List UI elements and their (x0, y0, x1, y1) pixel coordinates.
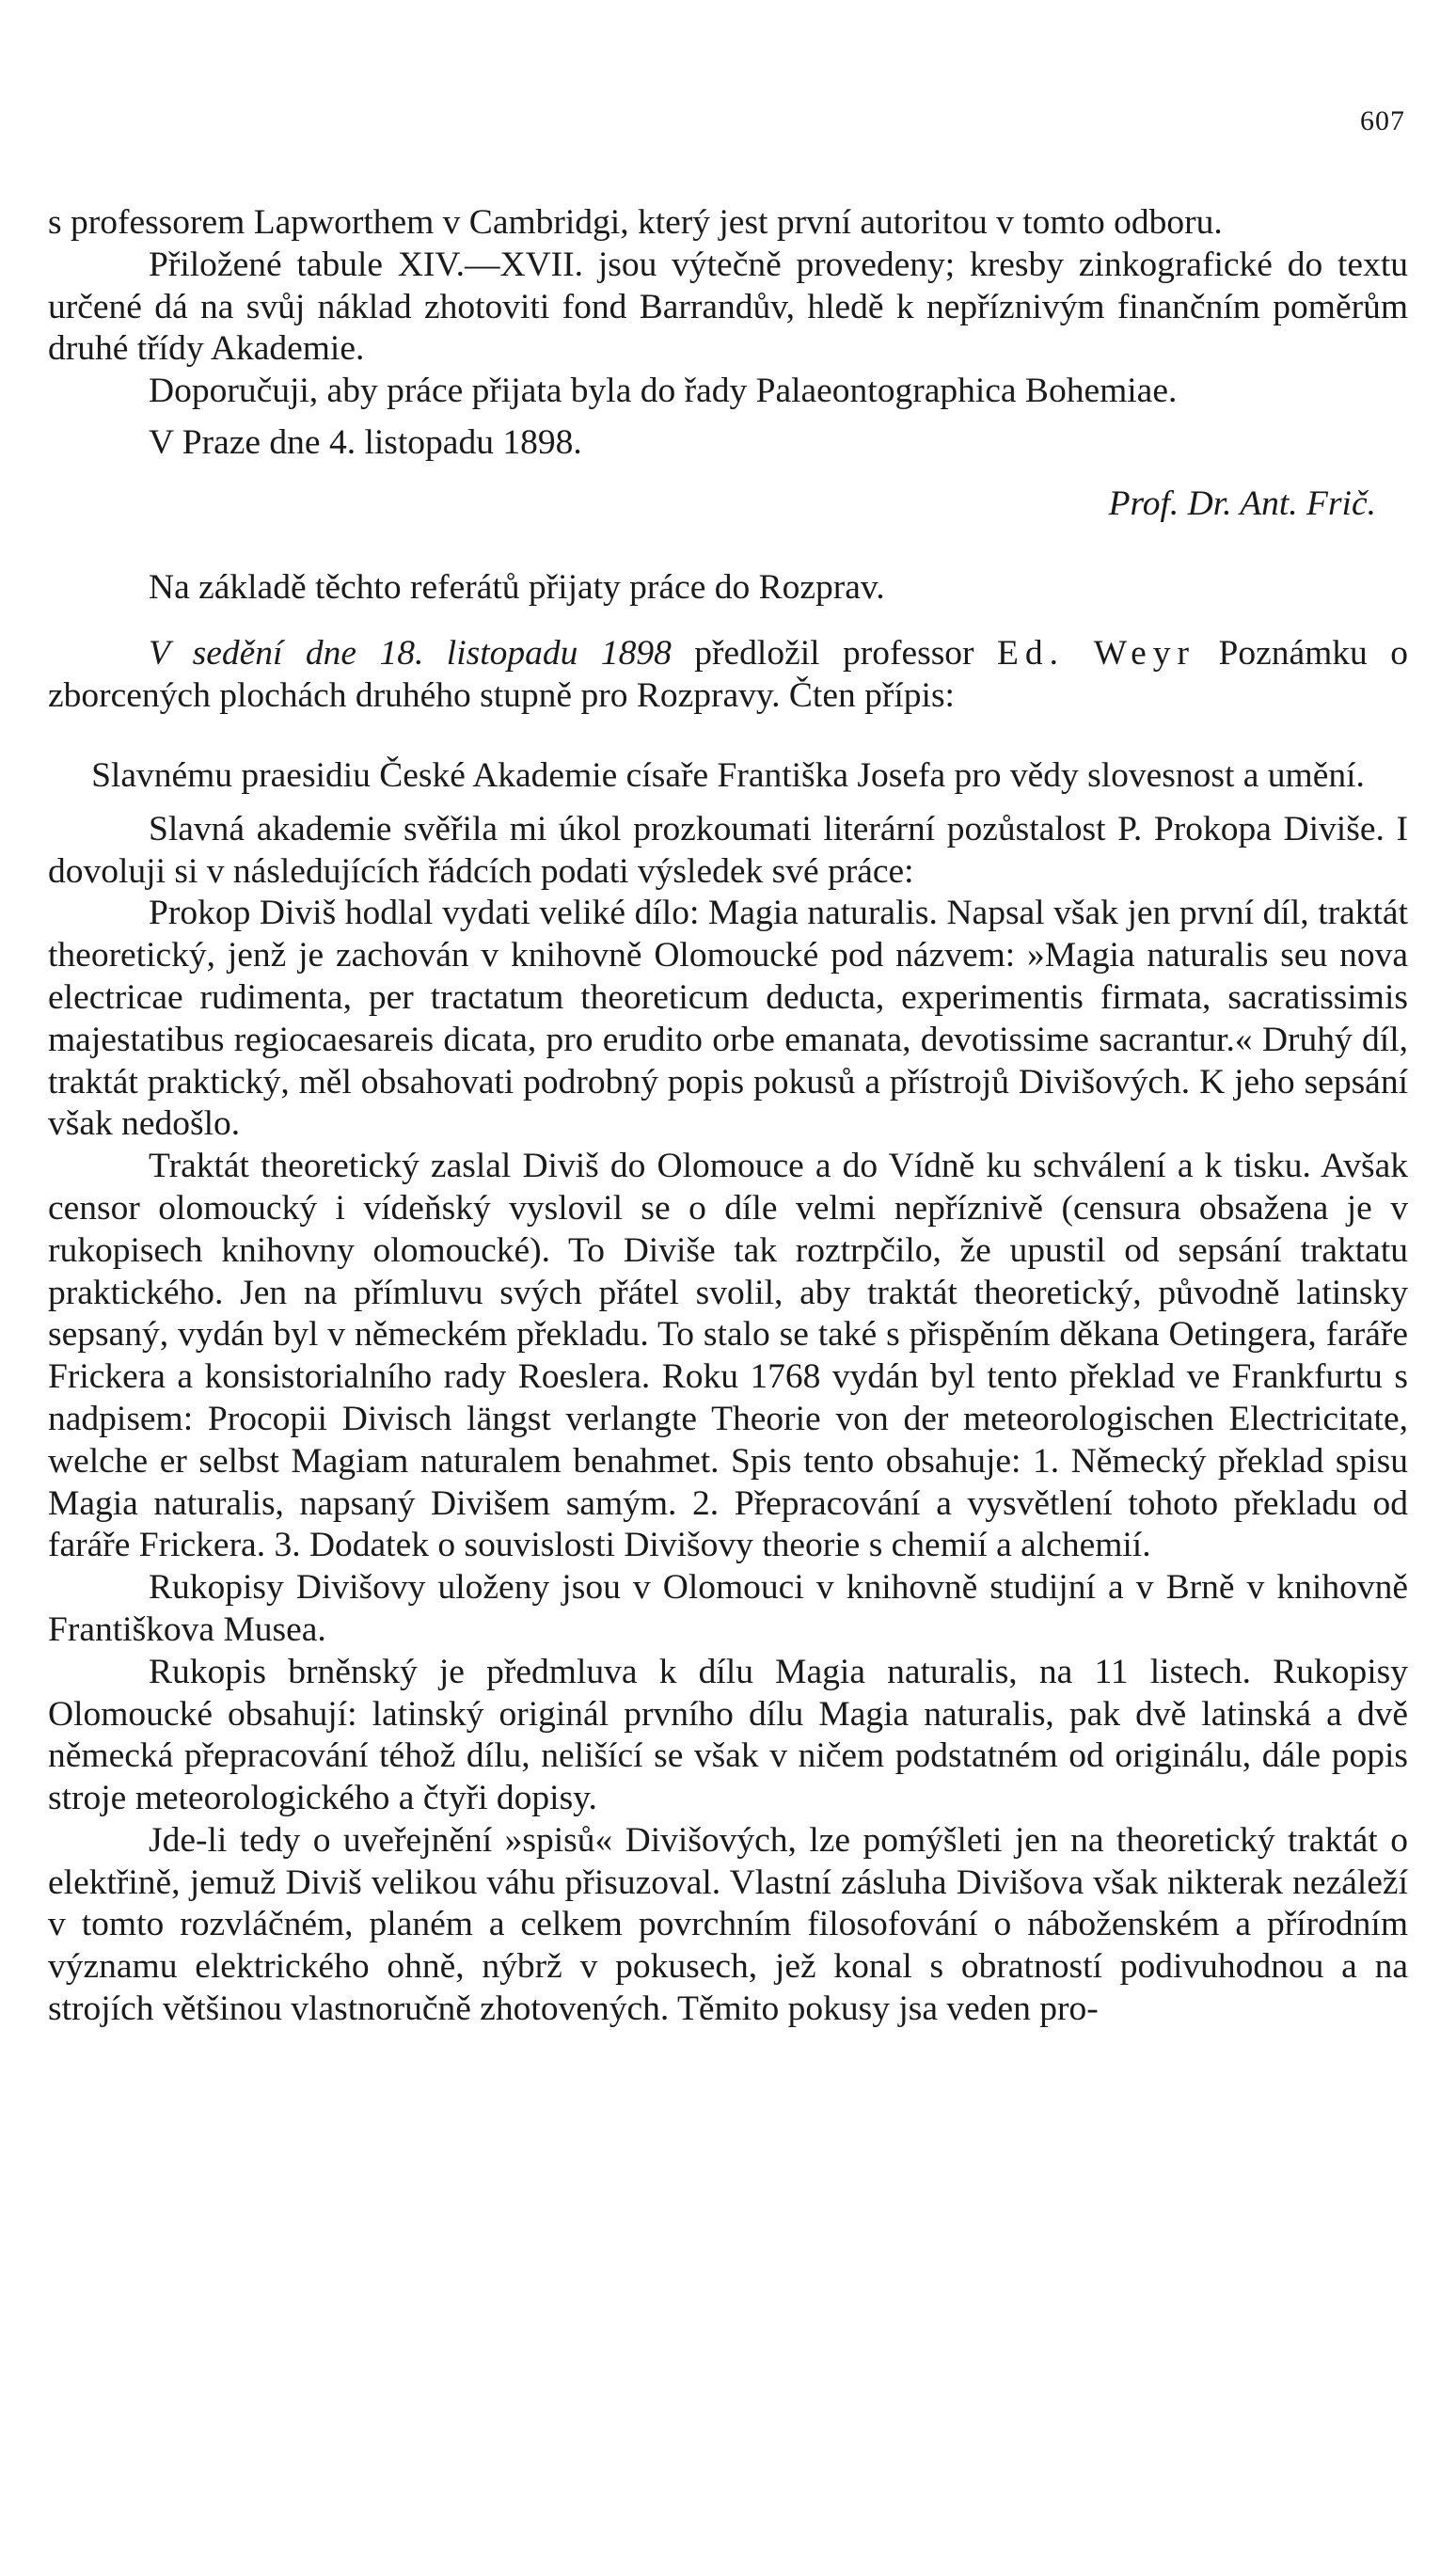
page-number: 607 (1360, 105, 1405, 136)
session-text-rest: Poznámku o zborcených plochách druhého stupně pro Rozpravy. Čten přípis: (48, 634, 1408, 716)
session-text: předložil professor (671, 634, 997, 674)
session-date: V sedění dne 18. listopadu 1898 (149, 634, 672, 674)
paragraph: Prokop Diviš hodlal vydati veliké dílo: Magia naturalis. Napsal však jen první díl, traktát theoretický, jenž je zachován v knihovně Olomoucké pod názvem: »Magia naturalis seu nova electricae rudimenta, per tractatum theoreticum deducta, experimentis firmata, sacratissimis majestatibus regiocaesareis dicata, pro erudito orbe emanata, devotissime sacrantur.« Druhý díl, traktát praktický, měl obsahovati podrobný popis pokusů a přístrojů Divišových. K jeho sepsání však nedošlo. (48, 894, 1408, 1144)
signature: Prof. Dr. Ant. Frič. (1108, 483, 1376, 523)
paragraph: Doporučuji, aby práce přijata byla do řady Palaeontographica Bohemiae. (149, 372, 1178, 411)
author-name: Ed. Weyr (996, 634, 1196, 674)
paragraph: Přiložené tabule XIV.—XVII. jsou výtečně provedeny; kresby zinkografické do textu určené dá na svůj náklad zhotoviti fond Barrandův, hledě k nepříznivým finančním poměrům druhé třídy Akademie. (48, 245, 1408, 369)
paragraph: Na základě těchto referátů přijaty práce do Rozprav. (149, 567, 885, 607)
address-heading: Slavnému praesidiu České Akademie císaře Františka Josefa pro vědy slovesnost a umění. (91, 755, 1365, 795)
date-line: V Praze dne 4. listopadu 1898. (149, 422, 582, 462)
paragraph: Rukopis brněnský je předmluva k dílu Magia naturalis, na 11 listech. Rukopisy Olomoucké obsahují: latinský originál prvního dílu Magia naturalis, pak dvě latinská a dvě německá přepracování téhož dílu, nelišící se však v ničem podstatném od originálu, dále popis stroje meteorologického a čtyři dopisy. (48, 1652, 1408, 1818)
paragraph: Jde-li tedy o uveřejnění »spisů« Divišových, lze pomýšleti jen na theoretický traktát o elektřině, jemuž Diviš velikou váhu přisuzoval. Vlastní zásluha Divišova však nikterak nezáleží v tomto rozvláčném, planém a celkem povrchním filosofování o náboženském a přírodním významu elektrického ohně, nýbrž v pokusech, jež konal s obratností podivuhodnou a na strojích většinou vlastnoručně zhotovených. Těmito pokusy jsa veden pro- (48, 1820, 1408, 2029)
session-paragraph (48, 633, 1408, 718)
paragraph: Traktát theoretický zaslal Diviš do Olomouce a do Vídně ku schválení a k tisku. Avšak censor olomoucký i vídeňský vyslovil se o díle velmi nepříznivě (censura obsažena je v rukopisech knihovny olomoucké). To Diviše tak roztrpčilo, že upustil od sepsání traktatu praktického. Jen na přímluvu svých přátel svolil, aby traktát theoretický, původně latinsky sepsaný, vydán byl v německém překladu. To stalo se také s přispěním děkana Oetingera, faráře Frickera a konsistorialního rady Roeslera. Roku 1768 vydán byl tento překlad ve Frankfurtu s nadpisem: Procopii Divisch längst verlangte Theorie von der meteorologischen Electricitate, welche er selbst Magiam naturalem benahmet. Spis tento obsahuje: 1. Německý překlad spisu Magia naturalis, napsaný Divišem samým. 2. Přepracování a vysvětlení tohoto překladu od faráře Frickera. 3. Dodatek o souvislosti Divišovy theorie s chemií a alchemií. (48, 1147, 1408, 1565)
paragraph: Rukopisy Divišovy uloženy jsou v Olomouci v knihovně studijní a v Brně v knihovně Františkova Musea. (48, 1568, 1408, 1649)
page-body (48, 202, 1408, 2031)
paragraph: Slavná akademie svěřila mi úkol prozkoumati literární pozůstalost P. Prokopa Diviše. I dovoluji si v následujících řádcích podati výsledek své práce: (48, 809, 1408, 891)
paragraph: s professorem Lapworthem v Cambridgi, který jest první autoritou v tomto odboru. (48, 203, 1223, 242)
